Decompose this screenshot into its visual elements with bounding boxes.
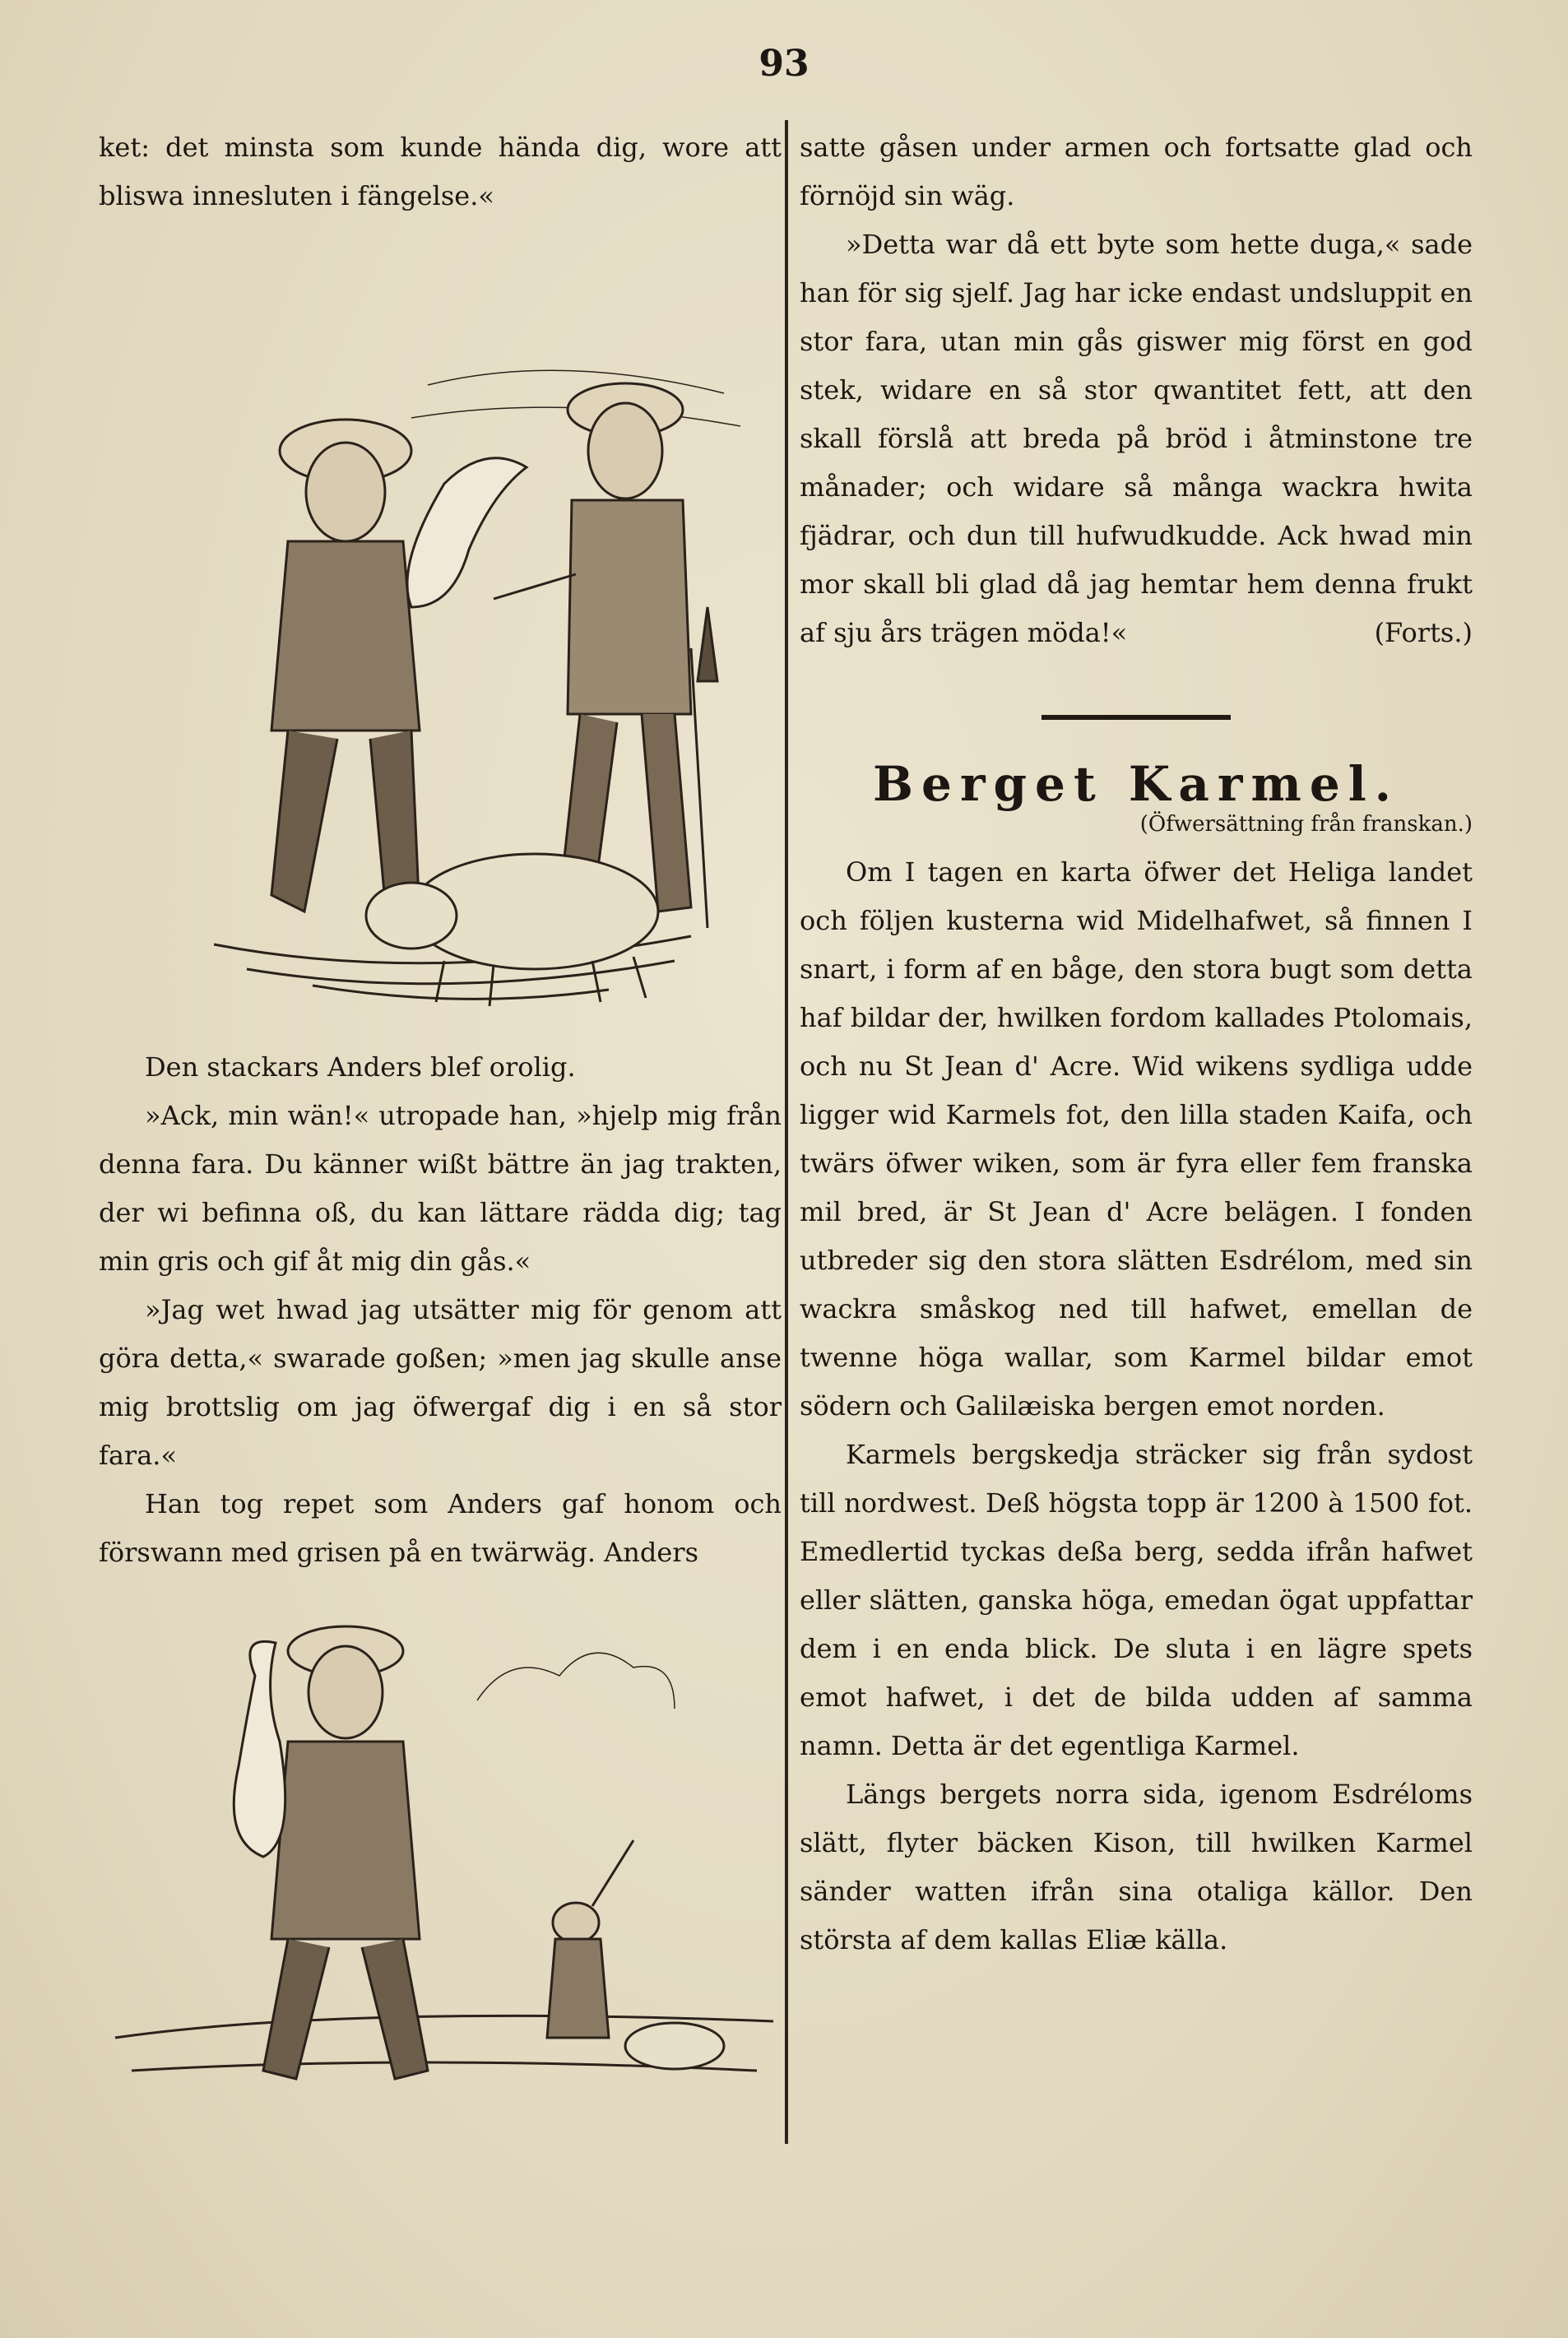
article-subtitle: (Öfwersättning från franskan.) <box>1139 812 1473 837</box>
article-title: Berget Karmel. <box>873 756 1399 812</box>
paragraph: Han tog repet som Anders gaf honom och förswann med grisen på en twärwäg. Anders <box>99 1488 782 1568</box>
paragraph-text: »Detta war då ett byte som hette duga,« sade han för sig sjelf. Jag har icke endast undsluppit en stor fara, utan min gås giswer mig först en god stek, widare en så stor qwantitet fett, att den skall förslå att breda på bröd i åtminstone tre månader; och widare så många wackra hwita fjädrar, och dun till hufwudkudde. Ack hwad min mor skall bli glad då jag hemtar hem denna frukt af sju års trägen möda!« <box>800 229 1473 648</box>
right-column <box>800 123 1473 1965</box>
continued-note: (Forts.) <box>1374 617 1473 648</box>
engraving-boy-carrying-goose <box>99 1577 782 2104</box>
paragraph: satte gåsen under armen och fortsatte glad och förnöjd sin wäg. <box>800 132 1473 211</box>
paragraph <box>800 220 1473 657</box>
left-column <box>99 123 782 2104</box>
illustration-boys-trading <box>99 220 782 1043</box>
paragraph: »Ack, min wän!« utropade han, »hjelp mig från denna fara. Du känner wißt bättre än jag trakten, der wi befinna oß, du kan lättare rädda dig; tag min gris och gif åt mig din gås.« <box>99 1100 782 1277</box>
paragraph: Längs bergets norra sida, igenom Esdréloms slätt, flyter bäcken Kison, till hwilken Karmel sänder watten ifrån sina otaliga källor. Den största af dem kallas Eliæ källa. <box>800 1779 1473 1955</box>
engraving-two-boys-pig-goose <box>99 220 782 1043</box>
column-divider <box>785 120 788 2144</box>
paragraph: Den stackars Anders blef orolig. <box>145 1051 576 1083</box>
paragraph: Karmels bergskedja sträcker sig från sydost till nordwest. Deß högsta topp är 1200 à 1500 fot. Emedlertid tyckas deßa berg, sedda ifrån hafwet eller slätten, ganska höga, emedan ögat uppfattar dem i en enda blick. De sluta i en lägre spets emot hafwet, i det de bilda udden af samma namn. Detta är det egentliga Karmel. <box>800 1439 1473 1761</box>
page-number: 93 <box>758 43 810 85</box>
paragraph: »Jag wet hwad jag utsätter mig för genom att göra detta,« swarade goßen; »men jag skulle anse mig brottslig om jag öfwergaf dig i en så stor fara.« <box>99 1294 782 1471</box>
paragraph: ket: det minsta som kunde hända dig, wore att bliswa innesluten i fängelse.« <box>99 132 782 211</box>
illustration-boy-with-goose <box>99 1577 782 2104</box>
paragraph: Om I tagen en karta öfwer det Heliga landet och följen kusterna wid Midelhafwet, så finnen I snart, i form af en båge, den stora bugt som detta haf bildar der, hwilken fordom kallades Ptolomais, och nu St Jean d' Acre. Wid wikens sydliga udde ligger wid Karmels fot, den lilla staden Kaifa, och twärs öfwer wiken, som är fyra eller fem franska mil bred, är St Jean d' Acre belägen. I fonden utbreder sig den stora slätten Esdrélom, med sin wackra småskog ned till hafwet, emellan de twenne höga wallar, som Karmel bildar emot södern och Galilæiska bergen emot norden. <box>800 856 1473 1422</box>
